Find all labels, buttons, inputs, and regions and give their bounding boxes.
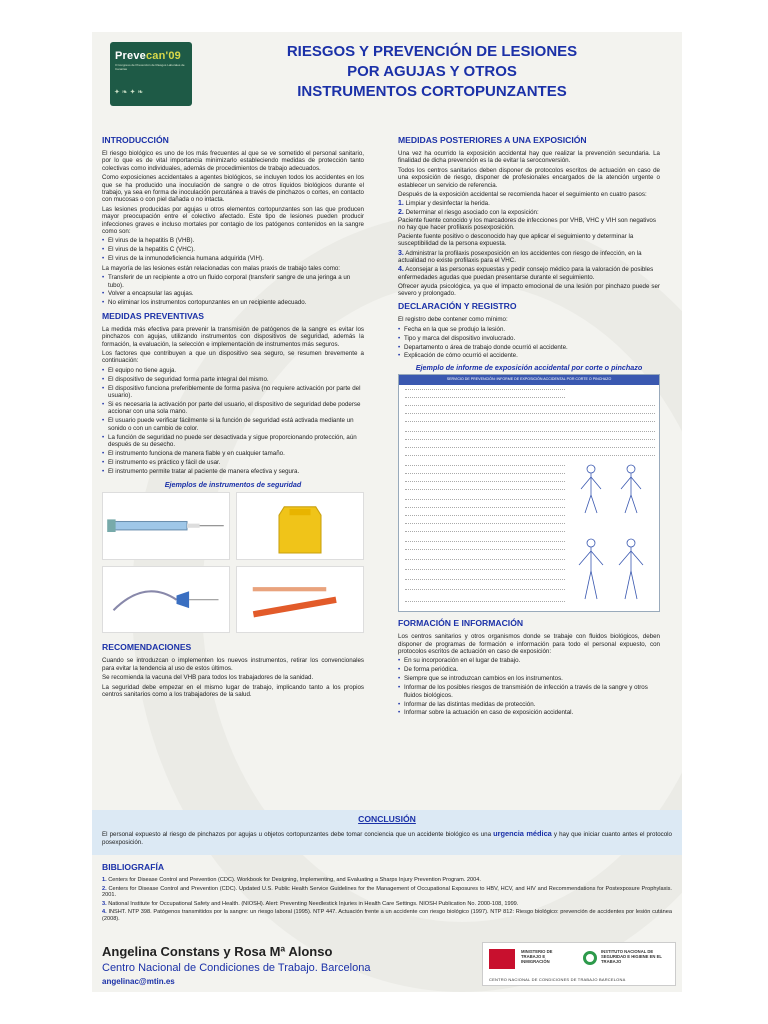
safety-devices-photos xyxy=(102,492,364,632)
step-text: Aconsejar a las personas expuestas y pedir consejo médico para la valoración de posibles enfermedades agudas que puedan presentarse durante el seguimiento. xyxy=(398,266,654,281)
form-line xyxy=(405,601,565,602)
posteriores-p3: Después de la exposición accidental se recomienda hacer el seguimiento en cuatro pasos: xyxy=(398,191,647,199)
form-line xyxy=(405,515,565,516)
intro-p2: Como exposiciones accidentales a agentes biológicos, se incluyen todos los accidentes en los que se ha producido una inoculación de sangre o de otros líquidos biológicos durante el trabajo, ya sea en forma de inoculación percutánea a través de pinchazos o cortes, en contacto con mucosas o con piel dañada o no intacta. xyxy=(102,174,364,204)
list-item: • De forma periódica. xyxy=(398,666,660,673)
butterfly-needle-image xyxy=(102,566,230,633)
form-line xyxy=(405,439,655,440)
form-line xyxy=(405,405,655,406)
author-email[interactable]: angelinac@mtin.es xyxy=(102,977,175,986)
form-line xyxy=(405,523,565,524)
reference-item xyxy=(102,877,672,884)
cnct-name: CENTRO NACIONAL DE CONDICIONES DE TRABAJO BARCELONA xyxy=(489,977,626,982)
form-line xyxy=(405,499,565,500)
reference-number: 2. xyxy=(102,885,107,892)
steps-list xyxy=(398,200,660,281)
syringe-icon xyxy=(103,493,229,558)
step-text: Limpiar y desinfectar la herida. xyxy=(405,200,490,208)
sub-list xyxy=(398,217,660,248)
exposure-report-form xyxy=(398,374,660,612)
conclusion-box xyxy=(92,810,682,855)
form-line xyxy=(405,507,565,508)
list-item: • Fecha en la que se produjo la lesión. xyxy=(398,326,660,333)
intro-p4: La mayoría de las lesiones están relacionadas con malas praxis de trabajo tales como: xyxy=(102,264,341,272)
list-item: • El dispositivo de seguridad forma parte integral del mismo. xyxy=(102,376,364,383)
list-item: • En su incorporación en el lugar de trabajo. xyxy=(398,657,660,664)
list-item: • El usuario puede verificar fácilmente si la función de seguridad está activada mediante un sonido o con un cambio de color. xyxy=(102,417,364,432)
list-item: • El instrumento funciona de manera fiable y en cualquier tamaño. xyxy=(102,450,364,457)
leaf-icon: ✦ ❧ ✦ ❧ xyxy=(114,89,144,96)
author-names: Angelina Constans y Rosa Mª Alonso xyxy=(102,944,333,959)
list-item xyxy=(398,209,660,248)
title-line-1: RIESGOS Y PREVENCIÓN DE LESIONES xyxy=(286,43,578,60)
recomendaciones-p3: La seguridad debe empezar en el mismo lugar de trabajo, implicando tanto a los propios centros sanitarios como a los trabajadores de la salud. xyxy=(102,683,364,699)
reference-item xyxy=(102,901,672,908)
form-line xyxy=(405,579,565,580)
reference-text: National Institute for Occupational Safety and Health. (NIOSH). Alert: Preventing Needlestick Injuries in Health Care Settings. NIOSH Publication No. 2000-108, 1999. xyxy=(108,900,519,907)
ministry-name: MINISTERIO DE TRABAJO E INMIGRACIÓN xyxy=(521,949,553,964)
form-line xyxy=(405,413,655,414)
declaracion-heading: DECLARACIÓN Y REGISTRO xyxy=(398,301,517,312)
title-line-3: INSTRUMENTOS CORTOPUNZANTES xyxy=(297,83,567,100)
declaracion-p1: El registro debe contener como mínimo: xyxy=(398,316,508,324)
list-item: • El virus de la hepatitis C (VHC). xyxy=(102,246,364,253)
form-line xyxy=(405,447,655,448)
body-diagram-icon xyxy=(569,459,660,609)
bibliografia-heading: BIBLIOGRAFÍA xyxy=(102,862,165,872)
posteriores-p4: Ofrecer ayuda psicológica, ya que el impacto emocional de una lesión por pinchazo puede ser severo y prolongado. xyxy=(398,282,660,297)
conclusion-heading: CONCLUSIÓN xyxy=(358,814,416,824)
lancet-image xyxy=(236,566,364,633)
formacion-p1: Los centros sanitarios y otros organismos donde se trabaje con fluidos biológicos, deben disponer de programas de formación e información para todo el personal expuesto, con protocolos escritos de actuación en caso de exposición: xyxy=(398,633,660,656)
list-item: Paciente fuente positivo o desconocido hay que aplicar el seguimiento y determinar la susceptibilidad de la persona expuesta. xyxy=(398,233,634,248)
step-text: Administrar la profilaxis posexposición en los accidentes con riesgo de infección, en la actualidad no existe profilaxis para el VHC. xyxy=(398,249,642,265)
list-item: • Informar de los posibles riesgos de transmisión de infección a través de la sangre y otros fluidos biológicos. xyxy=(398,684,660,699)
step-number: 4. xyxy=(398,266,404,274)
list-item: • No eliminar los instrumentos cortopunzantes en un recipiente adecuado. xyxy=(102,299,364,306)
intro-heading: INTRODUCCIÓN xyxy=(102,135,169,145)
ministry-logo xyxy=(482,942,676,986)
praxis-list xyxy=(102,274,364,307)
form-line xyxy=(405,489,565,490)
list-item xyxy=(398,266,660,281)
spain-coat-of-arms-icon xyxy=(489,949,515,969)
list-item: • El virus de la hepatitis B (VHB). xyxy=(102,237,364,244)
title-line-2: POR AGUJAS Y OTROS xyxy=(347,63,517,80)
list-item: • El instrumento es práctico y fácil de usar. xyxy=(102,459,364,466)
logo-brand xyxy=(115,50,181,62)
form-line xyxy=(405,421,655,422)
formacion-list xyxy=(398,657,660,716)
form-caption: Ejemplo de informe de exposición accidental por corte o pinchazo xyxy=(415,362,643,372)
insht-icon xyxy=(583,951,597,965)
authors-block xyxy=(102,944,422,986)
list-item: Paciente fuente conocido y los marcadores de infecciones por VHB, VHC y VIH son negativos no hay que hacer profilaxis posexposición. xyxy=(398,216,656,232)
preventivas-p1: La medida más efectiva para prevenir la transmisión de patógenos de la sangre es evitar los pinchazos con agujas, utilizando instrumentos con dispositivos de seguridad, además la formación, la evaluación, la selección e implementación de instrumentos más seguros. xyxy=(102,325,364,348)
reference-text: Centers for Disease Control and Prevention (CDC). Updated U.S. Public Health Service Guidelines for the Management of Occupational Exposures to HBV, HCV, and HIV and Recommendations for Postexposure Prophylaxis. 2001. xyxy=(102,885,672,899)
form-line xyxy=(405,541,565,542)
list-item: • El dispositivo funciona preferiblemente de forma pasiva (no requiere activación por parte del usuario). xyxy=(102,385,364,400)
list-item: • Departamento o área de trabajo donde ocurrió el accidente. xyxy=(398,344,660,351)
list-item xyxy=(398,250,660,265)
form-line xyxy=(405,473,565,474)
sharps-container-icon xyxy=(237,493,363,558)
container-image xyxy=(236,492,364,559)
reference-number: 3. xyxy=(102,900,107,907)
recomendaciones-p1: Cuando se introduzcan o implementen los nuevos instrumentos, retirar los convencionales para evitar la tendencia al uso de estos últimos. xyxy=(102,657,364,672)
logo-subtitle: II Congreso de Prevención de Riesgos Laborales de Canarias xyxy=(115,63,185,71)
posteriores-p1: Una vez ha ocurrido la exposición accidental hay que realizar la prevención secundaria. La finalidad de dicha prevención es la de evitar la seroconversión. xyxy=(398,150,660,165)
list-item: • Tipo y marca del dispositivo involucrado. xyxy=(398,335,660,342)
poster xyxy=(92,32,682,992)
form-line xyxy=(405,559,565,560)
logo-brand-a: Preve xyxy=(115,50,146,62)
list-item: • El virus de la inmunodeficiencia humana adquirida (VIH). xyxy=(102,255,364,262)
reference-text: INSHT. NTP 398. Patógenos transmitidos por la sangre: un riesgo laboral (1995). NTP 447. Actuación frente a un accidente con riesgo biológico (1997). NTP 812: Riesgo biológico: prevención de accidentes por lesión cutánea (2008). xyxy=(102,909,673,922)
form-line xyxy=(405,569,565,570)
logo-brand-b: can'09 xyxy=(145,50,181,62)
reference-number: 4. xyxy=(102,909,107,916)
devices-caption: Ejemplos de instrumentos de seguridad xyxy=(164,480,302,490)
formacion-heading: FORMACIÓN E INFORMACIÓN xyxy=(398,618,524,629)
list-item: • Explicación de cómo ocurrió el accidente. xyxy=(398,352,660,359)
lancet-icon xyxy=(237,567,363,632)
author-center: Centro Nacional de Condiciones de Trabajo. Barcelona xyxy=(102,962,371,974)
registro-list xyxy=(398,326,660,360)
right-column xyxy=(398,135,660,719)
list-item: • La función de seguridad no puede ser desactivada y sigue proporcionando protección, aún después de su desecho. xyxy=(102,434,364,449)
reference-item xyxy=(102,909,672,922)
list-item: • Transferir de un recipiente a otro un fluido corporal (transferir sangre de una jeringa a un tubo). xyxy=(102,274,364,289)
syringe-image xyxy=(102,492,230,559)
butterfly-needle-icon xyxy=(103,567,229,632)
conclusion-text-a: El personal expuesto al riesgo de pinchazos por agujas u objetos cortopunzantes debe tomar conciencia que un accidente biológico es una xyxy=(102,831,492,838)
posteriores-heading: MEDIDAS POSTERIORES A UNA EXPOSICIÓN xyxy=(398,135,587,145)
reference-text: Centers for Disease Control and Prevention (CDC). Workbook for Designing, Implementing, and Evaluating a Sharps Injury Prevention Program. 2004. xyxy=(108,877,481,883)
safety-factors-list xyxy=(102,367,364,475)
bibliography xyxy=(102,862,672,925)
conclusion-urgent: urgencia médica xyxy=(493,829,552,838)
conclusion-text xyxy=(102,830,672,847)
reference-number: 1. xyxy=(102,877,107,883)
form-line xyxy=(405,397,565,398)
list-item: • El equipo no tiene aguja. xyxy=(102,367,364,374)
form-line xyxy=(405,589,565,590)
form-line xyxy=(405,549,565,550)
list-item: • El instrumento permite tratar al paciente de manera efectiva y segura. xyxy=(102,468,364,475)
list-item: • Siempre que se introduzcan cambios en los instrumentos. xyxy=(398,675,660,682)
posteriores-p2: Todos los centros sanitarios deben disponer de protocolos escritos de actuación en caso de una exposición de riesgo, disponer de profesionales encargados de la atención urgente o establecer un servicio de referencia. xyxy=(398,166,660,189)
preventivas-p2: Los factores que contribuyen a que un dispositivo sea seguro, se resumen brevemente a continuación: xyxy=(102,349,364,365)
conclusion-text-b: y hay que iniciar cuanto antes el protocolo posexposición. xyxy=(102,831,672,846)
recomendaciones-heading: RECOMENDACIONES xyxy=(102,642,192,653)
form-line xyxy=(405,531,565,532)
list-item: • Si es necesaria la activación por parte del usuario, el dispositivo de seguridad debe poderse accionar con una sola mano. xyxy=(102,401,364,416)
left-column xyxy=(102,135,364,700)
step-number: 2. xyxy=(398,209,404,217)
list-item: • Informar de las distintas medidas de protección. xyxy=(398,701,660,708)
form-line xyxy=(405,465,565,466)
intro-p1: El riesgo biológico es uno de los más frecuentes al que se ve sometido el personal sanitario, por lo que es de vital importancia minimizarlo estableciendo medidas de protección tanto colectivas como individuales, además de procedimientos de trabajo adecuados. xyxy=(102,150,364,172)
preventivas-heading: MEDIDAS PREVENTIVAS xyxy=(102,310,205,321)
intro-p3: Las lesiones producidas por agujas u otros elementos cortopunzantes son las que producen mayor preocupación entre el colectivo afectado. Este tipo de lesiones pueden producir infecciones graves e incluso mortales por contagio de los patógenos contenidos en la sangre como son: xyxy=(102,205,364,236)
list-item: • Volver a encapsular las agujas. xyxy=(102,290,364,297)
list-item xyxy=(398,200,660,207)
form-line xyxy=(405,431,655,432)
step-number: 3. xyxy=(398,249,404,257)
prevecan-logo xyxy=(110,42,192,106)
step-number: 1. xyxy=(398,200,404,208)
form-line xyxy=(405,389,565,390)
virus-list xyxy=(102,237,364,262)
form-line xyxy=(405,455,655,456)
form-line xyxy=(405,481,565,482)
institute-name: INSTITUTO NACIONAL DE SEGURIDAD E HIGIENE EN EL TRABAJO xyxy=(601,949,662,964)
list-item: • Informar sobre la actuación en caso de exposición accidental. xyxy=(398,709,660,716)
step-text: Determinar el riesgo asociado con la exposición: xyxy=(405,209,539,217)
reference-item xyxy=(102,886,672,899)
form-header: SERVICIO DE PREVENCIÓN: INFORME DE EXPOSICIÓN ACCIDENTAL POR CORTE O PINCHAZO xyxy=(399,375,659,384)
poster-title xyxy=(212,42,652,102)
recomendaciones-p2: Se recomienda la vacuna del VHB para todos los trabajadores de la sanidad. xyxy=(102,674,314,682)
